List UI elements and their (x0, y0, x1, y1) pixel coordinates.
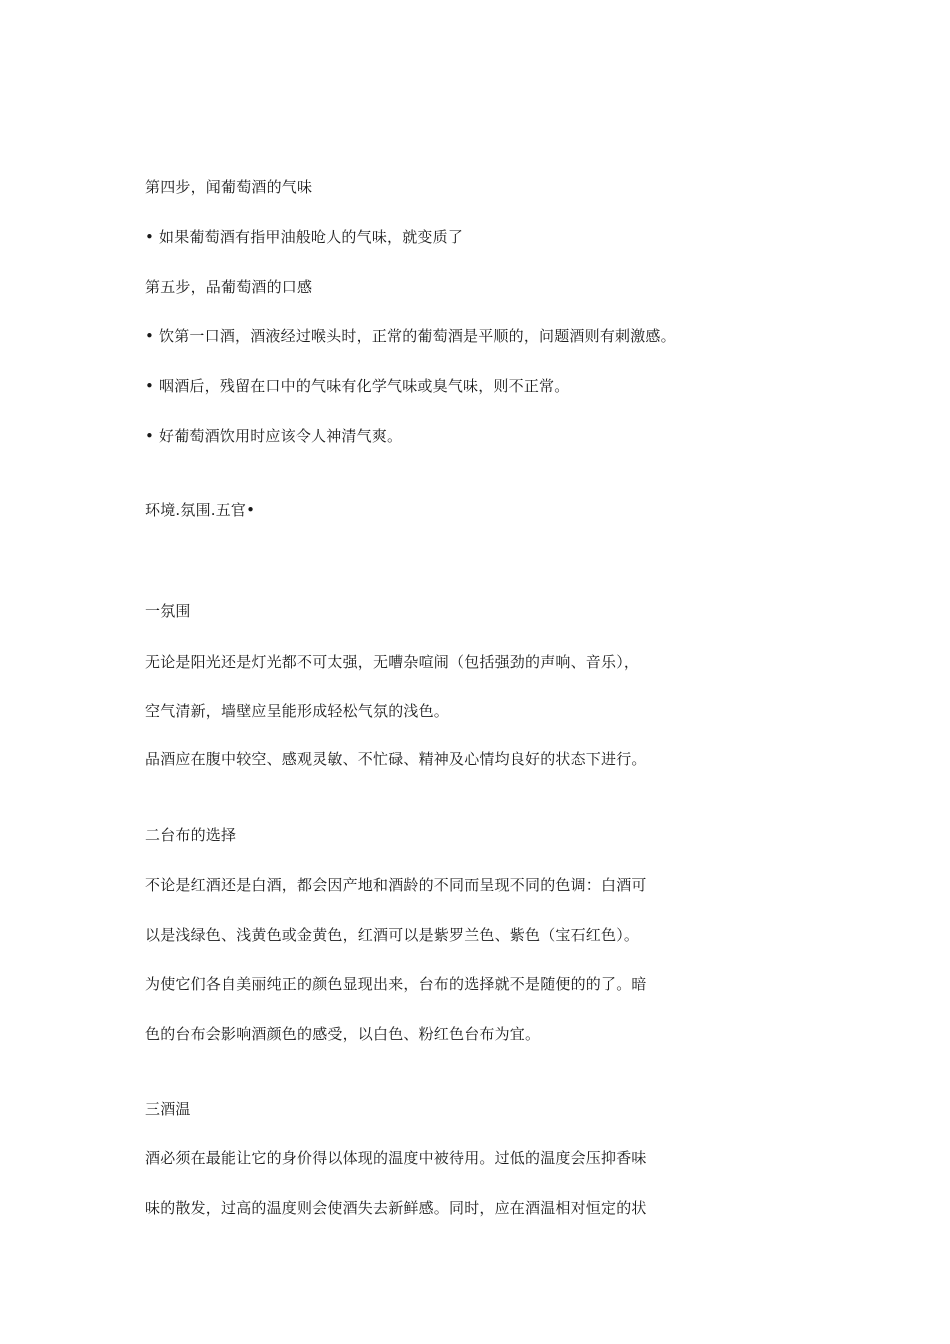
paragraph-line: 品酒应在腹中较空、感观灵敏、不忙碌、精神及心情均良好的状态下进行。 (145, 750, 647, 768)
bullet-item: • 饮第一口酒，酒液经过喉头时，正常的葡萄酒是平顺的，问题酒则有刺激感。 (145, 327, 676, 345)
paragraph-line: 不论是红酒还是白酒，都会因产地和酒龄的不同而呈现不同的色调：白酒可 (145, 876, 647, 894)
paragraph-line: 无论是阳光还是灯光都不可太强，无嘈杂喧闹（包括强劲的声响、音乐）， (145, 653, 640, 671)
subheading-tablecloth: 二台布的选择 (145, 826, 237, 844)
paragraph-line: 为使它们各自美丽纯正的颜色显现出来，台布的选择就不是随便的的了。暗 (145, 975, 647, 993)
paragraph-line: 空气清新，墙壁应呈能形成轻松气氛的浅色。 (145, 702, 450, 720)
paragraph-line: 以是浅绿色、浅黄色或金黄色，红酒可以是紫罗兰色、紫色（宝石红色）。 (145, 926, 640, 944)
paragraph-line: 色的台布会影响酒颜色的感受，以白色、粉红色台布为宜。 (145, 1025, 541, 1043)
paragraph-line: 味的散发，过高的温度则会使酒失去新鲜感。同时，应在酒温相对恒定的状 (145, 1199, 647, 1217)
heading-step-four: 第四步，闻葡萄酒的气味 (145, 178, 313, 196)
bullet-item: • 咽酒后，残留在口中的气味有化学气味或臭气味，则不正常。 (145, 377, 570, 395)
bullet-item: • 好葡萄酒饮用时应该令人神清气爽。 (145, 427, 403, 445)
subheading-temperature: 三酒温 (145, 1100, 191, 1118)
section-title: 环境.氛围.五官• (145, 501, 256, 519)
paragraph-line: 酒必须在最能让它的身价得以体现的温度中被待用。过低的温度会压抑香味 (145, 1149, 647, 1167)
heading-step-five: 第五步，品葡萄酒的口感 (145, 278, 313, 296)
bullet-item: • 如果葡萄酒有指甲油般呛人的气味，就变质了 (145, 228, 464, 246)
subheading-atmosphere: 一氛围 (145, 602, 191, 620)
